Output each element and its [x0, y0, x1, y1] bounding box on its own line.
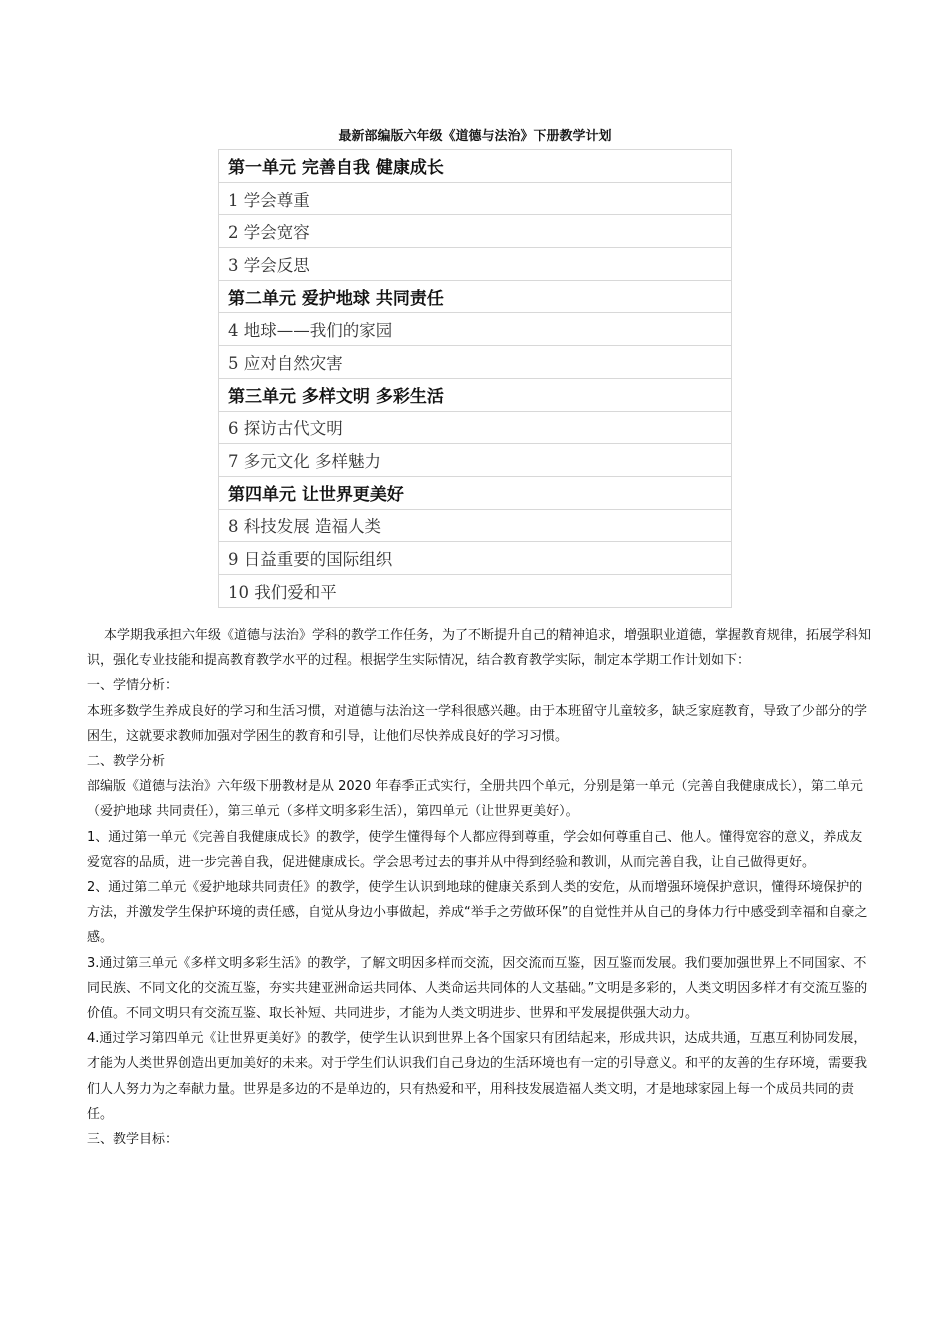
textbook-overview-paragraph: 部编版《道德与法治》六年级下册教材是从 2020 年春季正式实行，全册共四个单元，分别是第一单元（完善自我健康成长），第二单元（爱护地球 共同责任），第三单元（多样文明多彩生活），第四单元（让世界更美好）。 [87, 779, 863, 820]
intro-paragraph: 本学期我承担六年级《道德与法治》学科的教学工作任务，为了不断提升自己的精神追求，增强职业道德，掌握教育规律，拓展学科知识，强化专业技能和提高教育教学水平的过程。根据学生实际情况，结合教育教学实际，制定本学期工作计划如下： [87, 628, 872, 669]
unit-one-goal-paragraph: 1、通过第一单元《完善自我健康成长》的教学，使学生懂得每个人都应得到尊重，学会如何尊重自己、他人。懂得宽容的意义，养成友爱宽容的品质，进一步完善自我，促进健康成长。学会思考过去的事并从中得到经验和教训，从而完善自我，让自己做得更好。 [87, 829, 863, 870]
unit-row [219, 378, 732, 411]
lesson-row [219, 182, 732, 215]
lesson-title: 8 科技发展 造福人类 [219, 509, 732, 542]
unit-three-goal-paragraph: 3.通过第三单元《多样文明多彩生活》的教学，了解文明因多样而交流，因交流而互鉴，因互鉴而发展。我们要加强世界上不同国家、不同民族、不同文化的交流互鉴，夯实共建亚洲命运共同体、人类命运共同体的人文基础。”文明是多彩的，人类文明因多样才有交流互鉴的价值。不同文明只有交流互鉴、取长补短、共同进步，才能为人类文明进步、世界和平发展提供强大动力。 [87, 955, 868, 1022]
unit-title: 第三单元 多样文明 多彩生活 [219, 378, 732, 411]
lesson-title: 10 我们爱和平 [219, 574, 732, 607]
unit-title: 第四单元 让世界更美好 [219, 476, 732, 509]
lesson-title: 1 学会尊重 [219, 182, 732, 215]
unit-two-goal-paragraph: 2、通过第二单元《爱护地球共同责任》的教学，使学生认识到地球的健康关系到人类的安危，从而增强环境保护意识，懂得环境保护的方法，并激发学生保护环境的责任感，自觉从身边小事做起，养成“举手之劳做环保”的自觉性并从自己的身体力行中感受到幸福和自豪之感。 [87, 880, 868, 946]
lesson-row [219, 215, 732, 248]
lesson-row [219, 542, 732, 575]
unit-four-goal-paragraph: 4.通过学习第四单元《让世界更美好》的教学，使学生认识到世界上各个国家只有团结起来，形成共识，达成共通，互惠互利协同发展，才能为人类世界创造出更加美好的未来。对于学生们认识我们自己身边的生活环境也有一定的引导意义。和平的友善的生存环境，需要我们人人努力为之奉献力量。世界是多边的不是单边的，只有热爱和平，用科技发展造福人类文明，才是地球家园上每一个成员共同的责任。 [87, 1031, 868, 1122]
student-analysis-paragraph: 本班多数学生养成良好的学习和生活习惯，对道德与法治这一学科很感兴趣。由于本班留守儿童较多，缺乏家庭教育，导致了少部分的学困生，这就要求教师加强对学困生的教育和引导，让他们尽快养成良好的学习习惯。 [87, 703, 868, 744]
lesson-row [219, 313, 732, 346]
document-title: 最新部编版六年级《道德与法治》下册教学计划 [338, 129, 612, 144]
plan-body [87, 623, 873, 1152]
lesson-row [219, 509, 732, 542]
lesson-title: 4 地球——我们的家园 [219, 313, 732, 346]
lesson-title: 2 学会宽容 [219, 215, 732, 248]
unit-title: 第一单元 完善自我 健康成长 [219, 150, 732, 183]
lesson-row [219, 411, 732, 444]
lesson-row [219, 346, 732, 379]
section-heading-teaching-analysis: 二、教学分析 [87, 754, 166, 770]
unit-row [219, 476, 732, 509]
lesson-row [219, 574, 732, 607]
unit-title: 第二单元 爱护地球 共同责任 [219, 280, 732, 313]
lesson-row [219, 444, 732, 477]
lesson-title: 7 多元文化 多样魅力 [219, 444, 732, 477]
lesson-title: 6 探访古代文明 [219, 411, 732, 444]
lesson-title: 9 日益重要的国际组织 [219, 542, 732, 575]
unit-row [219, 150, 732, 183]
section-heading-teaching-goals: 三、教学目标： [87, 1132, 179, 1148]
unit-row [219, 280, 732, 313]
unit-outline-table [218, 149, 732, 608]
unit-outline-body [219, 150, 732, 608]
section-heading-student-analysis: 一、学情分析： [87, 678, 179, 694]
lesson-title: 5 应对自然灾害 [219, 346, 732, 379]
lesson-row [219, 248, 732, 281]
lesson-title: 3 学会反思 [219, 248, 732, 281]
